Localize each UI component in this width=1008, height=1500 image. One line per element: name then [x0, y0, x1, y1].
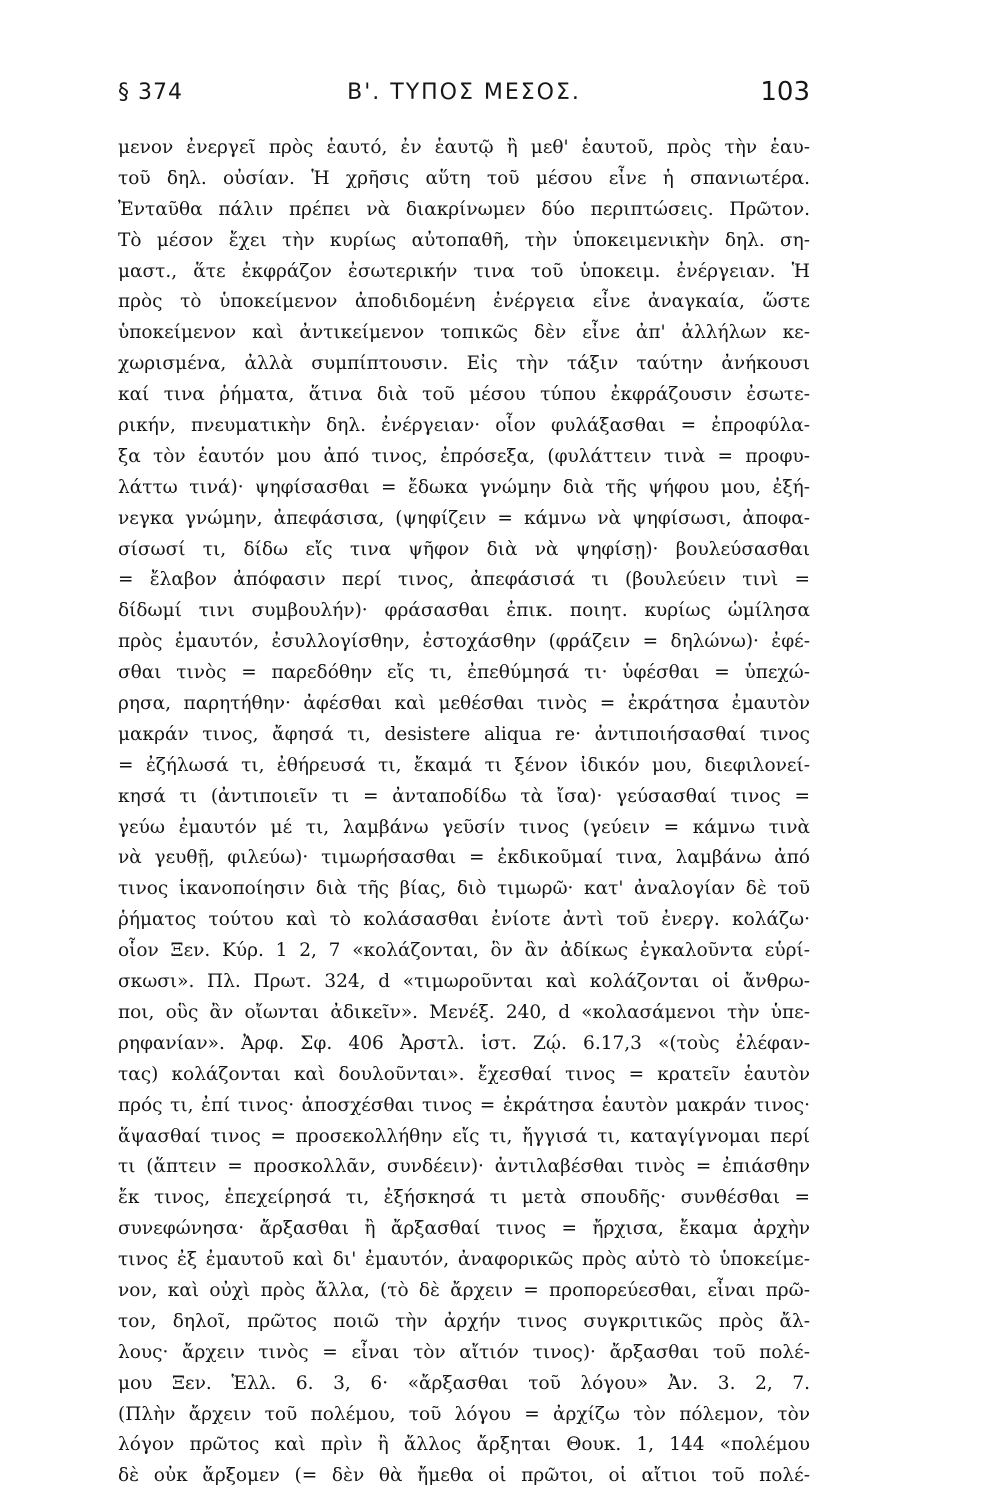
running-header: [118, 77, 810, 120]
text-line: ξα τὸν ἑαυτόν μου ἀπό τινος, ἐπρόσεξα, (φυλάττειν τινὰ = προφυ-: [118, 445, 810, 467]
text-line: λάττω τινά)· ψηφίσασθαι = ἔδωκα γνώμην διὰ τῆς ψήφου μου, ἐξή-: [118, 476, 810, 498]
text-line: δὲ οὐκ ἄρξομεν (= δὲν θὰ ἤμεθα οἱ πρῶτοι, οἱ αἴτιοι τοῦ πολέ-: [118, 1465, 810, 1487]
section-number: § 374: [118, 80, 183, 105]
text-line: (Πλὴν ἄρχειν τοῦ πολέμου, τοῦ λόγου = ἀρχίζω τὸν πόλεμον, τὸν: [118, 1403, 810, 1425]
text-line: ὑποκείμενον καὶ ἀντικείμενον τοπικῶς δὲν εἶνε ἀπ' ἀλλήλων κε-: [118, 322, 810, 344]
text-line: νον, καὶ οὐχὶ πρὸς ἄλλα, (τὸ δὲ ἄρχειν = προπορεύεσθαι, εἶναι πρῶ-: [118, 1279, 810, 1301]
text-line: πρός τι, ἐπί τινος· ἀποσχέσθαι τινος = ἐκράτησα ἑαυτὸν μακράν τινος·: [118, 1094, 810, 1116]
text-line: μακράν τινος, ἄφησά τι, desistere aliqua re· ἀντιποιήσασθαί τινος: [118, 723, 810, 745]
text-line: λόγον πρῶτος καὶ πρὶν ἢ ἄλλος ἄρξηται Θουκ. 1, 144 «πολέμου: [118, 1434, 810, 1456]
text-line: ρησα, παρητήθην· ἀφέσθαι καὶ μεθέσθαι τινὸς = ἐκράτησα ἐμαυτὸν: [118, 693, 810, 715]
text-line: μενον ἐνεργεῖ πρὸς ἑαυτό, ἐν ἑαυτῷ ἢ μεθ' ἑαυτοῦ, πρὸς τὴν ἑαυ-: [118, 137, 810, 158]
text-line: Τὸ μέσον ἔχει τὴν κυρίως αὐτοπαθῆ, τὴν ὑποκειμενικὴν δηλ. ση-: [118, 229, 810, 251]
text-line: τον, δηλοῖ, πρῶτος ποιῶ τὴν ἀρχήν τινος συγκριτικῶς πρὸς ἄλ-: [118, 1310, 810, 1332]
text-line: μαστ., ἅτε ἐκφράζον ἐσωτερικήν τινα τοῦ ὑποκειμ. ἐνέργειαν. Ἡ: [118, 260, 810, 282]
text-line: πρὸς ἐμαυτόν, ἐσυλλογίσθην, ἐστοχάσθην (φράζειν = δηλώνω)· ἐφέ-: [118, 631, 810, 653]
text-line: μου Ξεν. Ἑλλ. 6. 3, 6· «ἄρξασθαι τοῦ λόγου» Ἀν. 3. 2, 7.: [118, 1372, 810, 1394]
text-line: καί τινα ῥήματα, ἅτινα διὰ τοῦ μέσου τύπου ἐκφράζουσιν ἐσωτε-: [118, 384, 810, 406]
text-line: τινος ἐξ ἐμαυτοῦ καὶ δι' ἐμαυτόν, ἀναφορικῶς πρὸς αὐτὸ τὸ ὑποκείμε-: [118, 1249, 810, 1271]
text-line: ποι, οὓς ἂν οἴωνται ἀδικεῖν». Μενέξ. 240, d «κολασάμενοι τὴν ὑπε-: [118, 1001, 810, 1023]
page-number: 103: [760, 77, 810, 107]
text-line: συνεφώνησα· ἄρξασθαι ἢ ἄρξασθαί τινος = ἤρχισα, ἔκαμα ἀρχὴν: [118, 1218, 810, 1240]
running-title: Β'. ΤΥΠΟΣ ΜΕΣΟΣ.: [347, 80, 581, 105]
text-line: ἅψασθαί τινος = προσεκολλήθην εἴς τι, ἤγγισά τι, καταγίγνομαι περί: [118, 1125, 810, 1147]
text-line: πρὸς τὸ ὑποκείμενον ἀποδιδομένη ἐνέργεια εἶνε ἀναγκαία, ὥστε: [118, 291, 810, 313]
text-line: = ἐζήλωσά τι, ἐθήρευσά τι, ἔκαμά τι ξένον ἰδικόν μου, διεφιλονεί-: [118, 754, 810, 776]
text-line: τινος ἱκανοποίησιν διὰ τῆς βίας, διὸ τιμωρῶ· κατ' ἀναλογίαν δὲ τοῦ: [118, 878, 810, 900]
text-line: ρικήν, πνευματικὴν δηλ. ἐνέργειαν· οἷον φυλάξασθαι = ἐπροφύλα-: [118, 415, 810, 437]
text-line: λους· ἄρχειν τινὸς = εἶναι τὸν αἴτιόν τινος)· ἄρξασθαι τοῦ πολέ-: [118, 1341, 810, 1363]
body-text: [118, 133, 810, 1492]
text-line: δίδωμί τινι συμβουλήν)· φράσασθαι ἐπικ. ποιητ. κυρίως ὡμίλησα: [118, 600, 810, 622]
text-line: τι (ἅπτειν = προσκολλᾶν, συνδέειν)· ἀντιλαβέσθαι τινὸς = ἐπιάσθην: [118, 1156, 810, 1178]
text-line: νεγκα γνώμην, ἀπεφάσισα, (ψηφίζειν = κάμνω νὰ ψηφίσωσι, ἀποφα-: [118, 507, 810, 529]
text-line: τας) κολάζονται καὶ δουλοῦνται». ἔχεσθαί τινος = κρατεῖν ἑαυτὸν: [118, 1063, 810, 1085]
text-line: ῥήματος τούτου καὶ τὸ κολάσασθαι ἐνίοτε ἀντὶ τοῦ ἐνεργ. κολάζω·: [118, 909, 810, 931]
text-line: ἔκ τινος, ἐπεχείρησά τι, ἐξήσκησά τι μετὰ σπουδῆς· συνθέσθαι =: [118, 1187, 810, 1209]
text-line: Ἐνταῦθα πάλιν πρέπει νὰ διακρίνωμεν δύο περιπτώσεις. Πρῶτον.: [118, 198, 810, 220]
text-line: ρηφανίαν». Ἀρφ. Σφ. 406 Ἀρστλ. ἱστ. Ζῴ. 6.17,3 «(τοὺς ἐλέφαν-: [118, 1032, 810, 1054]
text-line: γεύω ἐμαυτόν μέ τι, λαμβάνω γεῦσίν τινος (γεύειν = κάμνω τινὰ: [118, 816, 810, 838]
text-line: σκωσι». Πλ. Πρωτ. 324, d «τιμωροῦνται καὶ κολάζονται οἱ ἄνθρω-: [118, 971, 810, 993]
text-line: τοῦ δηλ. οὐσίαν. Ἡ χρῆσις αὕτη τοῦ μέσου εἶνε ἡ σπανιωτέρα.: [118, 167, 810, 189]
text-line: κησά τι (ἀντιποιεῖν τι = ἀνταποδίδω τὰ ἴσα)· γεύσασθαί τινος =: [118, 785, 810, 807]
text-line: οἷον Ξεν. Κύρ. 1 2, 7 «κολάζονται, ὃν ἂν ἀδίκως ἐγκαλοῦντα εὑρί-: [118, 940, 810, 962]
text-line: σθαι τινὸς = παρεδόθην εἴς τι, ἐπεθύμησά τι· ὑφέσθαι = ὑπεχώ-: [118, 662, 810, 684]
text-line: = ἔλαβον ἀπόφασιν περί τινος, ἀπεφάσισά τι (βουλεύειν τινὶ =: [118, 569, 810, 591]
text-line: χωρισμένα, ἀλλὰ συμπίπτουσιν. Εἰς τὴν τάξιν ταύτην ἀνήκουσι: [118, 353, 810, 375]
text-line: νὰ γευθῇ, φιλεύω)· τιμωρήσασθαι = ἐκδικοῦμαί τινα, λαμβάνω ἀπό: [118, 847, 810, 869]
text-line: σίσωσί τι, δίδω εἴς τινα ψῆφον διὰ νὰ ψηφίσῃ)· βουλεύσασθαι: [118, 538, 810, 560]
